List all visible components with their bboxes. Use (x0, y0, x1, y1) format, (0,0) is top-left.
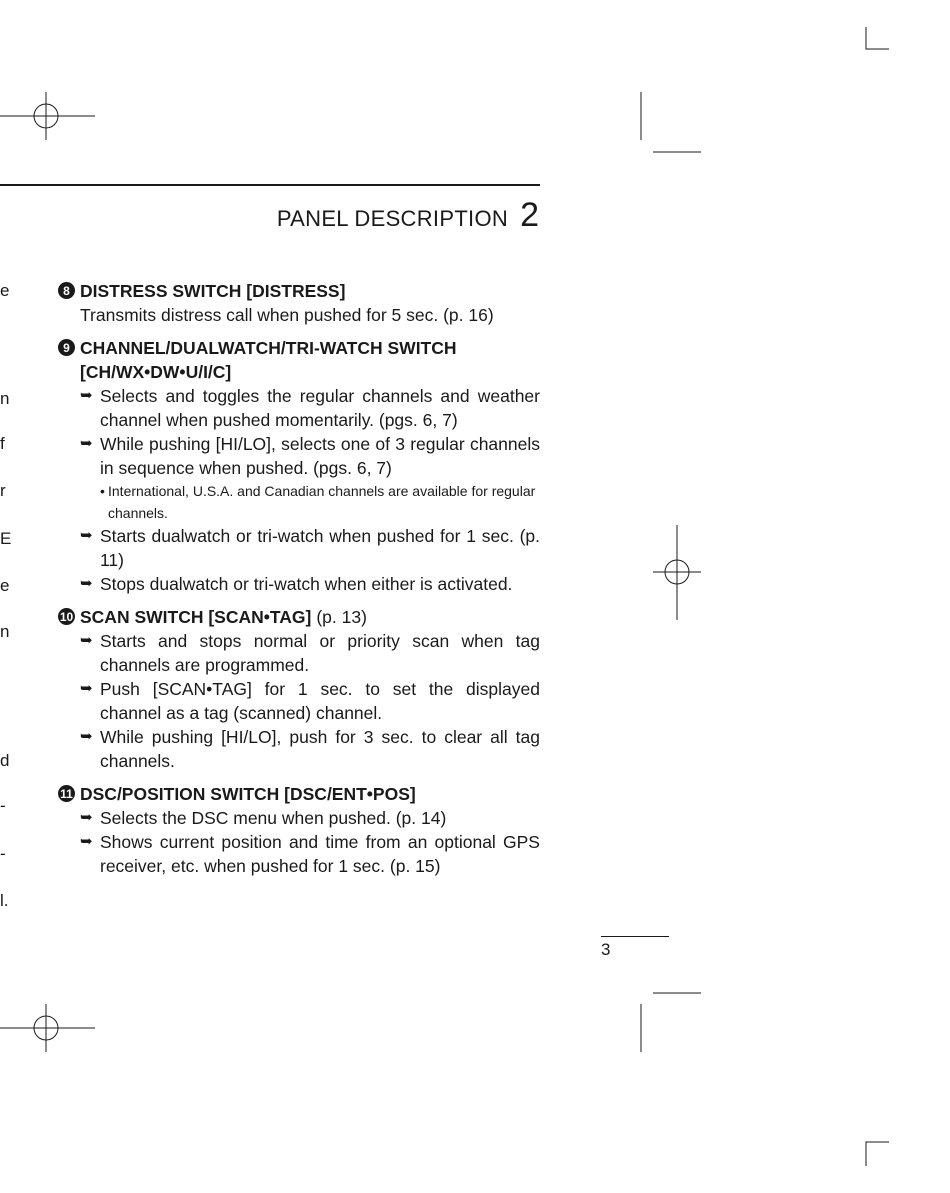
arrow-icon: ➥ (80, 527, 93, 544)
list-item: ➥ Shows current position and time from an optional GPS receiver, etc. when pushed for 1 sec. (p. 15) (80, 832, 540, 876)
item-number-badge: 11 (58, 785, 75, 802)
registration-mark-right (653, 525, 701, 620)
sub-note: • International, U.S.A. and Canadian channels are available for regular channels. (80, 480, 540, 524)
list-item: ➥ While pushing [HI/LO], push for 3 sec. to clear all tag channels. (80, 727, 540, 771)
section-body (58, 806, 540, 878)
edge-fragment: e (0, 281, 10, 300)
list-item: ➥ Starts and stops normal or priority scan when tag channels are programmed. (80, 631, 540, 675)
list-item: ➥ Selects and toggles the regular channels and weather channel when pushed momentarily. (pgs. 6, 7) (80, 386, 540, 430)
item-number-badge: 8 (58, 282, 75, 299)
arrow-icon: ➥ (80, 833, 93, 850)
header-rule (0, 184, 540, 186)
page-number-rule (601, 936, 669, 937)
arrow-icon: ➥ (80, 575, 93, 592)
registration-mark-top-left (0, 92, 95, 140)
section-dsc-position-switch (58, 782, 540, 878)
arrow-icon: ➥ (80, 680, 93, 697)
page-number: 3 (601, 940, 611, 959)
crop-mark-top-right (866, 27, 889, 49)
registration-mark-bottom-left (0, 1004, 95, 1052)
section-channel-switch (58, 336, 540, 596)
bullet-dot-icon: • (100, 483, 105, 499)
section-title (58, 279, 540, 303)
item-number-badge: 10 (59, 609, 74, 624)
edge-fragment: - (0, 796, 6, 815)
list-item: ➥ Push [SCAN•TAG] for 1 sec. to set the displayed channel as a tag (scanned) channel. (80, 679, 540, 723)
section-scan-switch (58, 605, 540, 773)
section-body (58, 384, 540, 596)
list-item: ➥ While pushing [HI/LO], selects one of 3 regular channels in sequence when pushed. (pgs. 6, 7) (80, 434, 540, 478)
item-number-badge: 9 (58, 339, 75, 356)
arrow-icon: ➥ (80, 809, 93, 826)
arrow-icon: ➥ (80, 387, 93, 404)
edge-fragment: E (0, 529, 12, 548)
edge-fragment: n (0, 622, 10, 641)
arrow-icon: ➥ (80, 632, 93, 649)
section-distress-switch (58, 279, 540, 327)
edge-fragment: n (0, 389, 10, 408)
section-title-text: DSC/POSITION SWITCH [DSC/ENT•POS] (80, 784, 416, 804)
section-body (58, 303, 540, 327)
arrow-icon: ➥ (80, 435, 93, 452)
edge-fragment: f (0, 434, 5, 453)
edge-fragment: d (0, 751, 10, 770)
edge-fragment: - (0, 844, 6, 863)
chapter-number: 2 (520, 196, 539, 234)
section-title (58, 782, 540, 806)
section-title-text: DISTRESS SWITCH [DISTRESS] (80, 281, 346, 301)
header-title: PANEL DESCRIPTION (276, 206, 509, 231)
page-header (277, 196, 539, 235)
section-title-text: CHANNEL/DUALWATCH/TRI-WATCH SWITCH [CH/WX•DW•U/I/C] (80, 338, 457, 382)
section-title-text: SCAN SWITCH [SCAN•TAG] (80, 607, 312, 627)
section-text: Transmits distress call when pushed for 5 sec. (p. 16) (80, 305, 494, 325)
crop-mark-bottom-right (866, 1142, 889, 1166)
section-title (58, 336, 540, 384)
page-reference: (p. 13) (316, 607, 367, 627)
edge-fragment: e (0, 576, 10, 595)
edge-fragment: l. (0, 891, 9, 910)
section-title (58, 605, 540, 629)
panel-description-list (58, 279, 540, 887)
list-item: ➥ Stops dualwatch or tri-watch when either is activated. (80, 574, 513, 594)
list-item: ➥ Selects the DSC menu when pushed. (p. 14) (80, 808, 447, 828)
arrow-icon: ➥ (80, 728, 93, 745)
section-body (58, 629, 540, 773)
list-item: ➥ Starts dualwatch or tri-watch when pushed for 1 sec. (p. 11) (80, 526, 540, 570)
edge-fragment: r (0, 481, 6, 500)
